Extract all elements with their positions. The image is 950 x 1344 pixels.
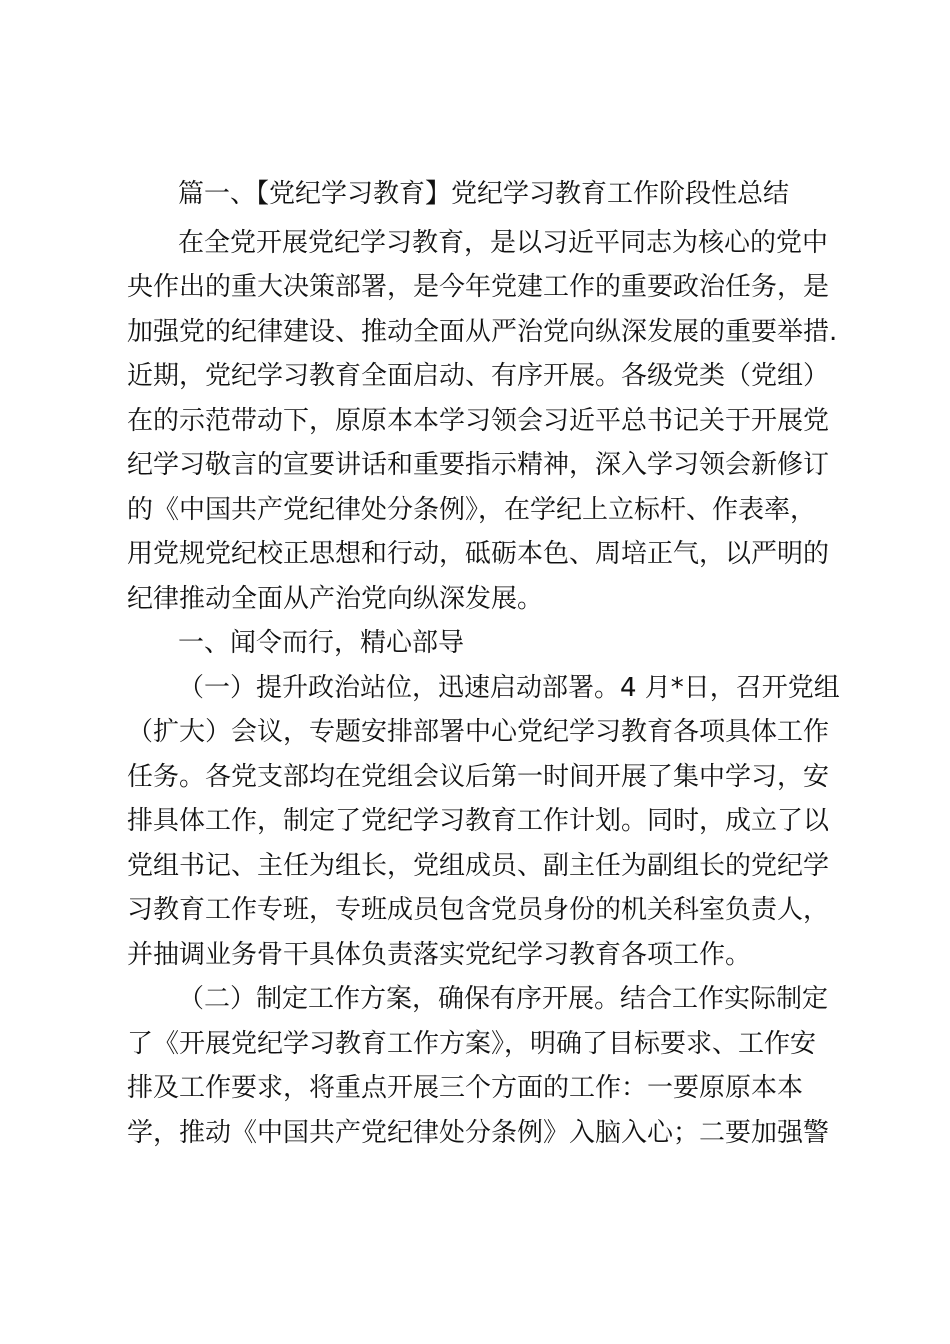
- paragraph-line: 的《中国共产党纪律处分条例》，在学纪上立标杆、作表率，: [127, 495, 817, 525]
- paragraph-line: 央作出的重大决策部署，是今年党建工作的重要政治任务，是: [127, 272, 830, 302]
- paragraph-line: 了《开展党纪学习教育工作方案》，明确了目标要求、工作安: [127, 1029, 817, 1059]
- paragraph-line: 加强党的纪律建设、推动全面从严治党向纵深发展的重要举措.: [127, 317, 838, 347]
- paragraph-line: （扩大）会议，专题安排部署中心党纪学习教育各项具体工作: [127, 717, 830, 747]
- paragraph-line: 用党规党纪校正思想和行动，砥砺本色、周培正气，以严明的: [127, 539, 830, 569]
- paragraph-line: （二）制定工作方案，确保有序开展。结合工作实际制定: [178, 984, 829, 1014]
- paragraph-line: 任务。各党支部均在党组会议后第一时间开展了集中学习，安: [127, 762, 830, 792]
- paragraph-line: 在全党开展党纪学习教育，是以习近平同志为核心的党中: [178, 228, 829, 258]
- paragraph-line: 党组书记、主任为组长，党组成员、副主任为副组长的党纪学: [127, 851, 830, 881]
- document-title: 篇一、【党纪学习教育】党纪学习教育工作阶段性总结: [178, 179, 790, 209]
- paragraph-line: 并抽调业务骨干具体负责落实党纪学习教育各项工作。: [127, 940, 752, 970]
- section-heading: 一、闻令而行，精心部导: [178, 628, 465, 658]
- paragraph-line: 排及工作要求，将重点开展三个方面的工作：一要原原本本: [127, 1073, 804, 1103]
- paragraph-line: （一）提升政治站位，迅速启动部署。4 月*日，召开党组: [178, 673, 840, 703]
- paragraph-line: 排具体工作，制定了党纪学习教育工作计划。同时，成立了以: [127, 806, 830, 836]
- paragraph-line: 在的示范带动下，原原本本学习领会习近平总书记关于开展党: [127, 406, 830, 436]
- paragraph-line: 纪律推动全面从产治党向纵深发展。: [127, 584, 544, 614]
- paragraph-line: 学，推动《中国共产党纪律处分条例》入脑入心；二要加强警: [127, 1118, 830, 1148]
- paragraph-line: 纪学习敬言的宣要讲话和重要指示精神，深入学习领会新修订: [127, 450, 830, 480]
- paragraph-line: 习教育工作专班，专班成员包含党员身份的机关科室负责人，: [127, 895, 830, 925]
- paragraph-line: 近期，党纪学习教育全面启动、有序开展。各级党类（党组）: [127, 361, 830, 391]
